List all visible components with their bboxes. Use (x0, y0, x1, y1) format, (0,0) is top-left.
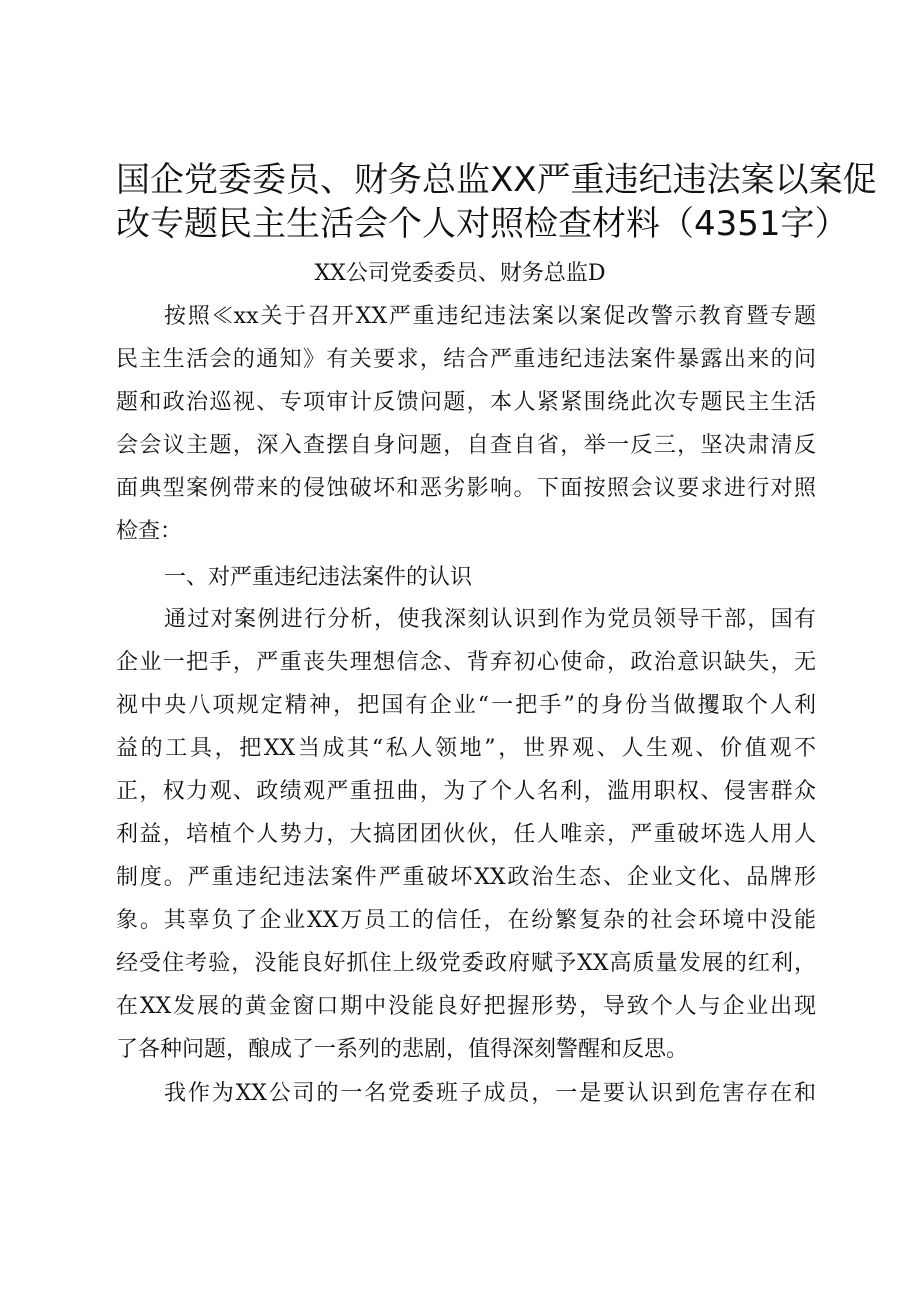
paragraph-line: 题和政治巡视、专项审计反馈问题，本人紧紧围绕此次专题民主生活 (116, 390, 816, 415)
title-line: 国企党委委员、财务总监XX严重违纪违法案以案促 (116, 160, 877, 200)
paragraph-line: 检查： (116, 519, 183, 544)
section-heading: 一、对严重违纪违法案件的认识 (164, 565, 473, 590)
paragraph-line: 面典型案例带来的侵蚀破坏和恶劣影响。下面按照会议要求进行对照 (116, 476, 816, 501)
paragraph-line: 经受住考验，没能良好抓住上级党委政府赋予XX高质量发展的红利， (116, 951, 816, 976)
section-1-paragraph-1 (116, 598, 816, 1071)
paragraph-line: 会会议主题，深入查摆自身问题，自查自省，举一反三，坚决肃清反 (116, 433, 816, 458)
paragraph-line: 利益，培植个人势力，大搞团团伙伙，任人唯亲，严重破坏选人用人 (116, 822, 816, 847)
author-line: XX公司党委委员、财务总监D (314, 261, 606, 286)
paragraph-line: 了各种问题，酿成了一系列的悲剧，值得深刻警醒和反思。 (116, 1037, 689, 1062)
paragraph-line: 民主生活会的通知》有关要求，结合严重违纪违法案件暴露出来的问 (116, 347, 816, 372)
paragraph-line: 象。其辜负了企业XX万员工的信任，在纷繁复杂的社会环境中没能 (116, 908, 816, 933)
paragraph-line: 制度。严重违纪违法案件严重破坏XX政治生态、企业文化、品牌形 (116, 865, 816, 890)
document-title (116, 158, 877, 246)
paragraph-line: 按照≪xx关于召开XX严重违纪违法案以案促改警示教育暨专题 (164, 304, 816, 329)
paragraph-line: 在XX发展的黄金窗口期中没能良好把握形势，导致个人与企业出现 (116, 994, 816, 1019)
title-line: 改专题民主生活会个人对照检查材料（4351字） (116, 204, 849, 244)
section-1-paragraph-2 (116, 1072, 816, 1115)
paragraph-line: 视中央八项规定精神，把国有企业“一把手”的身份当做攫取个人利 (116, 693, 816, 718)
paragraph-line: 通过对案例进行分析，使我深刻认识到作为党员领导干部，国有 (164, 607, 816, 632)
paragraph-line: 益的工具，把XX当成其“私人领地”，世界观、人生观、价值观不 (116, 736, 816, 761)
intro-paragraph (116, 295, 816, 553)
paragraph-line: 企业一把手，严重丧失理想信念、背弃初心使命，政治意识缺失，无 (116, 650, 816, 675)
paragraph-line: 正，权力观、政绩观严重扭曲，为了个人名利，滥用职权、侵害群众 (116, 779, 816, 804)
paragraph-line: 我作为XX公司的一名党委班子成员，一是要认识到危害存在和 (164, 1081, 816, 1106)
